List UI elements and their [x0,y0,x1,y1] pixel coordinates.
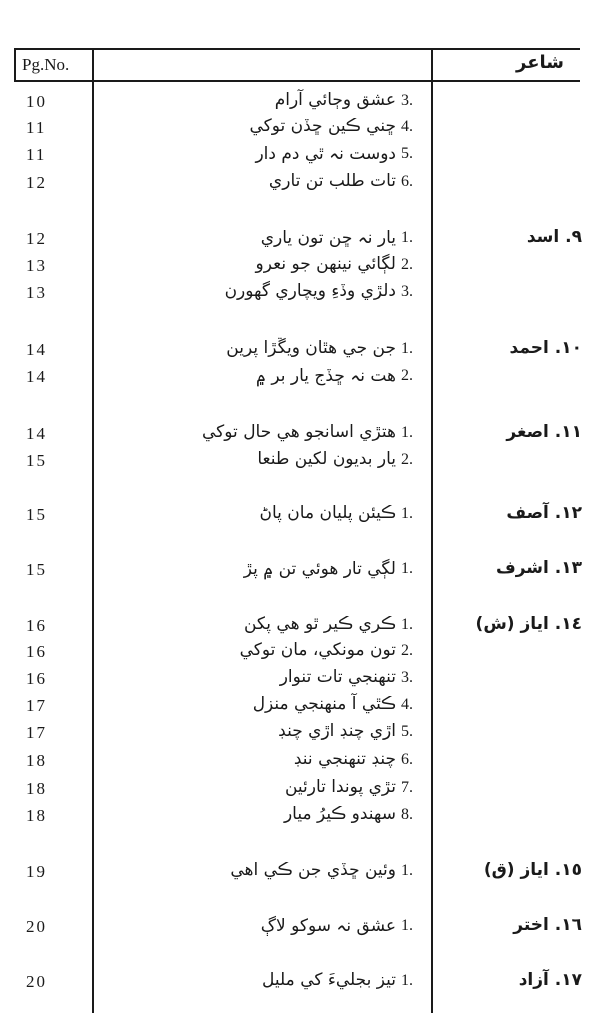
entry-number: 1. [401,972,413,989]
list-item [0,145,600,171]
poem-title: وئين ڇڏي جن ڪي اهي [230,860,396,880]
entry-number: 6. [401,173,413,190]
entry-number: 3. [401,669,413,686]
poet-name: ١٠. احمد [509,338,582,358]
entry-number: 1. [401,340,413,357]
poem-title: ڪٿي آ منهنجي منزل [252,694,396,714]
table-left-border [14,48,16,82]
poet-name: ١٢. آصف [506,503,582,523]
entry-number: 1. [401,229,413,246]
entry-number: 2. [401,451,413,468]
poem-title: ڪري ڪير ٿو هي پکن [243,614,396,634]
poem-title: تيز بجليءَ کي مليل [262,970,396,990]
poet-name: ١١. اصغر [506,422,582,442]
page-number: 11 [26,145,47,164]
list-item [0,560,600,586]
table-header-rule [14,80,580,82]
entry-number: 1. [401,862,413,879]
page-number: 18 [26,751,47,770]
page-number: 20 [26,917,47,936]
poet-name: ١٣. اشرف [495,558,582,578]
list-item [0,696,600,722]
page-number: 13 [26,256,47,275]
page-number: 16 [26,616,47,635]
entry-number: 4. [401,118,413,135]
poem-title: عشق وڄائي آرام [274,90,396,110]
entry-number: 3. [401,92,413,109]
list-item [0,917,600,943]
list-item [0,723,600,749]
poem-title: ڇني ڪين ڇڏن توکي [249,116,396,136]
entry-number: 8. [401,806,413,823]
list-item [0,283,600,309]
page-number: 18 [26,779,47,798]
entry-number: 7. [401,779,413,796]
poet-name: ١٥. اياز (ق) [483,860,582,880]
list-item [0,751,600,777]
entry-number: 2. [401,367,413,384]
list-item [0,451,600,477]
poem-title: يار نہ ڇن تون ياري [260,228,396,248]
page-number: 17 [26,723,47,742]
list-item [0,367,600,393]
entry-number: 1. [401,917,413,934]
list-item [0,256,600,282]
poem-title: تڙي پوندا تارئين [284,777,396,797]
list-item [0,642,600,668]
list-item [0,806,600,832]
page-number: 11 [26,118,47,137]
page-number: 12 [26,229,47,248]
poet-name: ١٤. اياز (ش) [475,614,582,634]
poem-title: لڳي تار هوئي تن ۾ پڙ [243,559,396,579]
poem-title: هتڙي اسانجو هي حال توکي [202,422,396,442]
entry-number: 5. [401,145,413,162]
entry-number: 1. [401,616,413,633]
entry-number: 1. [401,560,413,577]
entry-number: 4. [401,696,413,713]
list-item [0,862,600,888]
page-number: 15 [26,505,47,524]
list-item [0,173,600,199]
page-number: 13 [26,283,47,302]
list-item [0,92,600,118]
poem-title: دوست نہ ٿي دم دار [255,144,396,164]
page-number: 19 [26,862,47,881]
page-number: 10 [26,92,47,111]
poem-title: عشق نہ سوکو لاڳ [260,916,396,936]
page-number: 16 [26,669,47,688]
poet-name: ١٦. اختر [513,915,582,935]
page-number: 14 [26,340,47,359]
entry-number: 2. [401,642,413,659]
poet-name: ١٧. آزاد [518,970,582,990]
list-item [0,340,600,366]
entry-number: 1. [401,505,413,522]
poem-title: ڪيئن پليان مان پاڻ [259,503,396,523]
list-item [0,424,600,450]
poem-title: تنهنجي تات تنوار [279,667,396,687]
entry-number: 6. [401,751,413,768]
list-item [0,669,600,695]
list-item [0,779,600,805]
page-number: 14 [26,424,47,443]
list-item [0,616,600,642]
header-poet: شاعر [516,52,564,73]
page-number: 15 [26,451,47,470]
entry-number: 1. [401,424,413,441]
list-item [0,505,600,531]
page-number: 20 [26,972,47,991]
page-number: 14 [26,367,47,386]
poem-title: لڳائي نينهن جو نعرو [255,254,396,274]
list-item [0,118,600,144]
page-number: 16 [26,642,47,661]
poem-title: تات طلب تن تاري [268,171,396,191]
entry-number: 3. [401,283,413,300]
poem-title: اڙي چنڊ اڙي چنڊ [278,721,396,741]
poem-title: جن جي هٿان ويڱڙا پرين [226,338,396,358]
entry-number: 2. [401,256,413,273]
page-number: 12 [26,173,47,192]
poem-title: سهندو ڪيرُ ميار [283,804,396,824]
poem-title: هت نہ ڇڏج يار بر ۾ [256,366,396,386]
page-number: 18 [26,806,47,825]
poem-title: يار بديون لکين طنعا [257,449,396,469]
page-number: 17 [26,696,47,715]
poem-title: تون مونکي، مان توکي [239,640,396,660]
table-top-rule [14,48,580,50]
entry-number: 5. [401,723,413,740]
poet-name: ٩. اسد [526,227,582,247]
header-page-number: Pg.No. [22,55,70,74]
list-item [0,972,600,998]
page-number: 15 [26,560,47,579]
poem-title: چنڊ تنهنجي ننڊ [293,749,396,769]
list-item [0,229,600,255]
poem-title: دلڙي وڏءِ ويچاري گھورن [224,281,396,301]
